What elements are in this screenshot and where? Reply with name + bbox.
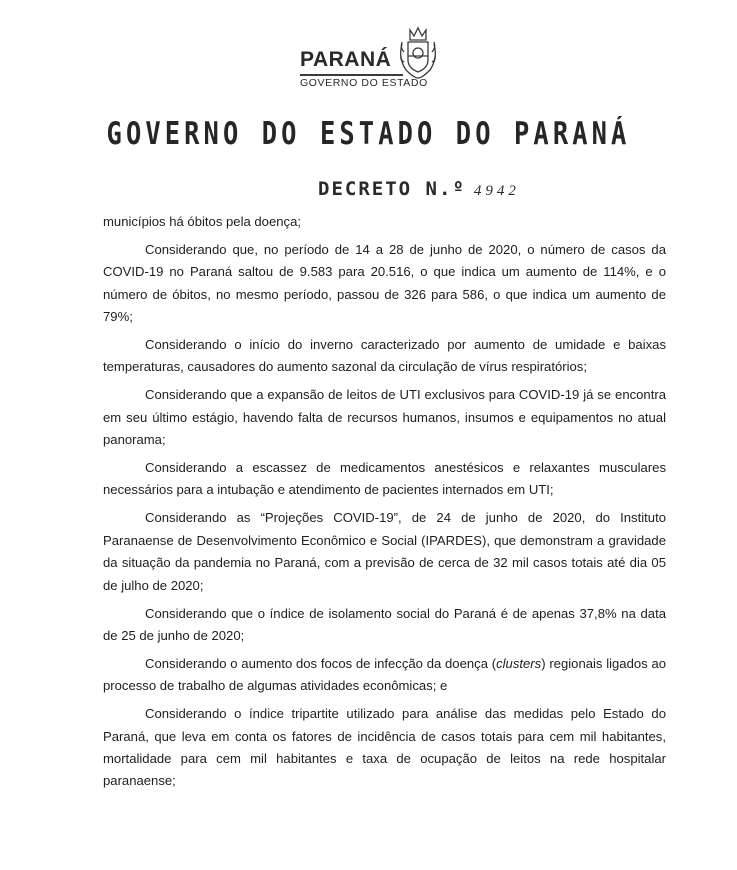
decree-label: DECRETO N.º <box>318 178 466 200</box>
letterhead <box>300 22 460 92</box>
paragraph: Considerando que a expansão de leitos de UTI exclusivos para COVID-19 já se encontra em seu último estágio, havendo falta de recursos humanos, insumos e equipamentos no atual panorama; <box>103 387 666 448</box>
paragraph: Considerando o início do inverno caracterizado por aumento de umidade e baixas temperaturas, causadores do aumento sazonal da circulação de vírus respiratórios; <box>103 337 666 375</box>
paragraph: Considerando o aumento dos focos de infecção da doença (clusters) regionais ligados ao processo de trabalho de algumas atividades econômicas; e <box>103 655 667 694</box>
paragraph: Considerando a escassez de medicamentos anestésicos e relaxantes musculares necessários para a intubação e atendimento de pacientes internados em UTI; <box>103 460 666 498</box>
letterhead-state-name: PARANÁ <box>300 48 392 71</box>
paragraph: Considerando o índice tripartite utilizado para análise das medidas pelo Estado do Paraná, que leva em conta os fatores de incidência de casos totais para cem mil habitantes, mortalidade para cem mil habitantes e taxa de ocupação de leitos na rede hospitalar paranaense; <box>103 706 666 789</box>
document-title: GOVERNO DO ESTADO DO PARANÁ <box>106 116 631 152</box>
coat-of-arms-icon <box>396 22 440 80</box>
decree-number: 4942 <box>473 183 520 199</box>
paragraph: Considerando que o índice de isolamento social do Paraná é de apenas 37,8% na data de 25 de junho de 2020; <box>103 605 666 643</box>
letterhead-rule <box>300 74 403 76</box>
letterhead-subtitle: GOVERNO DO ESTADO <box>300 77 428 89</box>
paragraph: Considerando as “Projeções COVID-19”, de 24 de junho de 2020, do Instituto Paranaense de Desenvolvimento Econômico e Social (IPARDES), que demonstram a gravidade da situação da pandemia no Paraná, com a previsão de cerca de 32 mil casos totais até dia 05 de julho de 2020; <box>103 510 666 593</box>
decree-body <box>103 211 666 798</box>
paragraph: municípios há óbitos pela doença; <box>103 214 301 229</box>
decree-heading <box>318 178 520 200</box>
paragraph: Considerando que, no período de 14 a 28 de junho de 2020, o número de casos da COVID-19 no Paraná saltou de 9.583 para 20.516, o que indica um aumento de 114%, e o número de óbitos, no mesmo período, passou de 326 para 586, o que indica um aumento de 79%; <box>103 241 666 325</box>
